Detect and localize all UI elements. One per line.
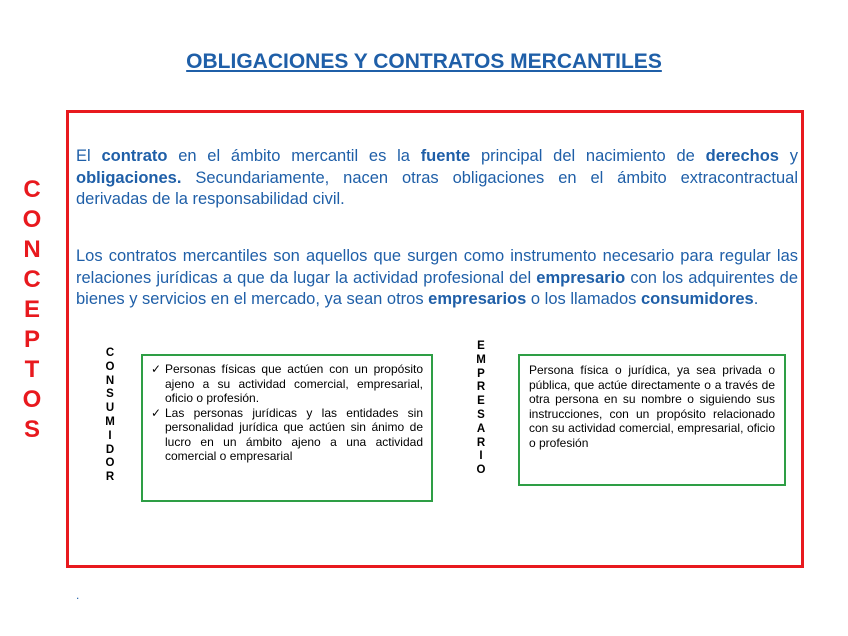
conceptos-letter: P	[23, 326, 40, 353]
consumidor-letter: R	[105, 471, 115, 484]
conceptos-letter: E	[23, 296, 40, 323]
empresario-definition-text: Persona física o jurídica, ya sea privada o pública, que actúe directamente o a través de otra persona en su nombre o siguiendo sus instrucciones, con un propósito relacionado con su actividad comercial, empresarial, oficio o profesión	[529, 363, 775, 450]
empresario-letter: A	[476, 422, 486, 435]
text-run: Secundariamente, nacen otras obligaciones en el ámbito extracontractual derivadas de la responsabilidad civil.	[76, 168, 798, 208]
bold-term: derechos	[705, 147, 779, 165]
text-run: o los llamados	[526, 290, 641, 308]
empresario-letter: I	[479, 450, 483, 463]
empresario-vertical-label	[474, 340, 488, 478]
consumidor-list	[151, 362, 423, 464]
empresario-letter: E	[477, 395, 485, 408]
consumidor-letter: N	[105, 374, 115, 387]
bold-term: fuente	[420, 147, 471, 165]
text-run: con los adquirentes de bienes y servicios en el mercado, ya sean otros	[76, 268, 798, 308]
list-item	[151, 406, 423, 464]
empresario-letter: P	[477, 367, 485, 380]
bold-term: empresarios	[428, 290, 527, 308]
text-run: Los contratos mercantiles son aquellos que surgen como instrumento necesario para regular las relaciones jurídicas a que da lugar la actividad profesional del	[76, 247, 798, 287]
list-item-text: Las personas jurídicas y las entidades sin personalidad jurídica que actúen sin ánimo de lucro en un ámbito ajeno a una actividad comercial o empresarial	[165, 405, 423, 463]
paragraph-contrato	[76, 146, 798, 211]
text-run: en el ámbito mercantil es la	[167, 147, 421, 165]
empresario-letter: S	[477, 408, 485, 421]
conceptos-letter: O	[22, 386, 42, 413]
conceptos-letter: T	[24, 356, 40, 383]
bold-term: consumidores	[640, 290, 754, 308]
text-run: y	[778, 147, 798, 165]
empresario-letter: R	[476, 381, 486, 394]
conceptos-vertical-label	[18, 175, 46, 445]
consumidor-letter: O	[105, 457, 115, 470]
list-item-text: Personas físicas que actúen con un propósito ajeno a su actividad comercial, empresarial, oficio o profesión.	[165, 362, 423, 405]
paragraph-contratos-mercantiles	[76, 246, 798, 311]
conceptos-letter: N	[23, 236, 41, 263]
consumidor-letter: I	[108, 429, 112, 442]
empresario-letter: E	[477, 340, 485, 352]
checkmark-icon: ✓	[151, 405, 162, 420]
bold-term: empresario	[536, 268, 626, 287]
text-run: principal del nacimiento de	[470, 147, 706, 165]
consumidor-letter: S	[106, 388, 114, 401]
consumidor-letter: O	[105, 360, 115, 373]
text-run: .	[753, 290, 759, 308]
bold-term: contrato	[101, 147, 168, 165]
list-item	[151, 362, 423, 406]
checkmark-icon: ✓	[151, 362, 162, 376]
consumidor-letter: D	[105, 443, 115, 456]
empresario-definition-box	[518, 354, 786, 486]
text-run: El	[76, 147, 102, 165]
conceptos-letter: C	[23, 266, 41, 293]
empresario-letter: O	[476, 464, 486, 477]
conceptos-letter: S	[23, 416, 40, 443]
consumidor-letter: U	[105, 402, 115, 415]
footer-mark: .	[76, 588, 80, 602]
conceptos-letter: O	[22, 206, 42, 233]
empresario-letter: M	[476, 353, 486, 366]
consumidor-vertical-label	[103, 347, 117, 485]
conceptos-letter: C	[23, 176, 41, 203]
page-title: OBLIGACIONES Y CONTRATOS MERCANTILES	[186, 50, 662, 73]
consumidor-letter: C	[105, 347, 115, 359]
consumidor-definition-box	[141, 354, 433, 502]
bold-term: obligaciones.	[76, 168, 182, 187]
consumidor-letter: M	[105, 415, 115, 428]
empresario-letter: R	[476, 436, 486, 449]
